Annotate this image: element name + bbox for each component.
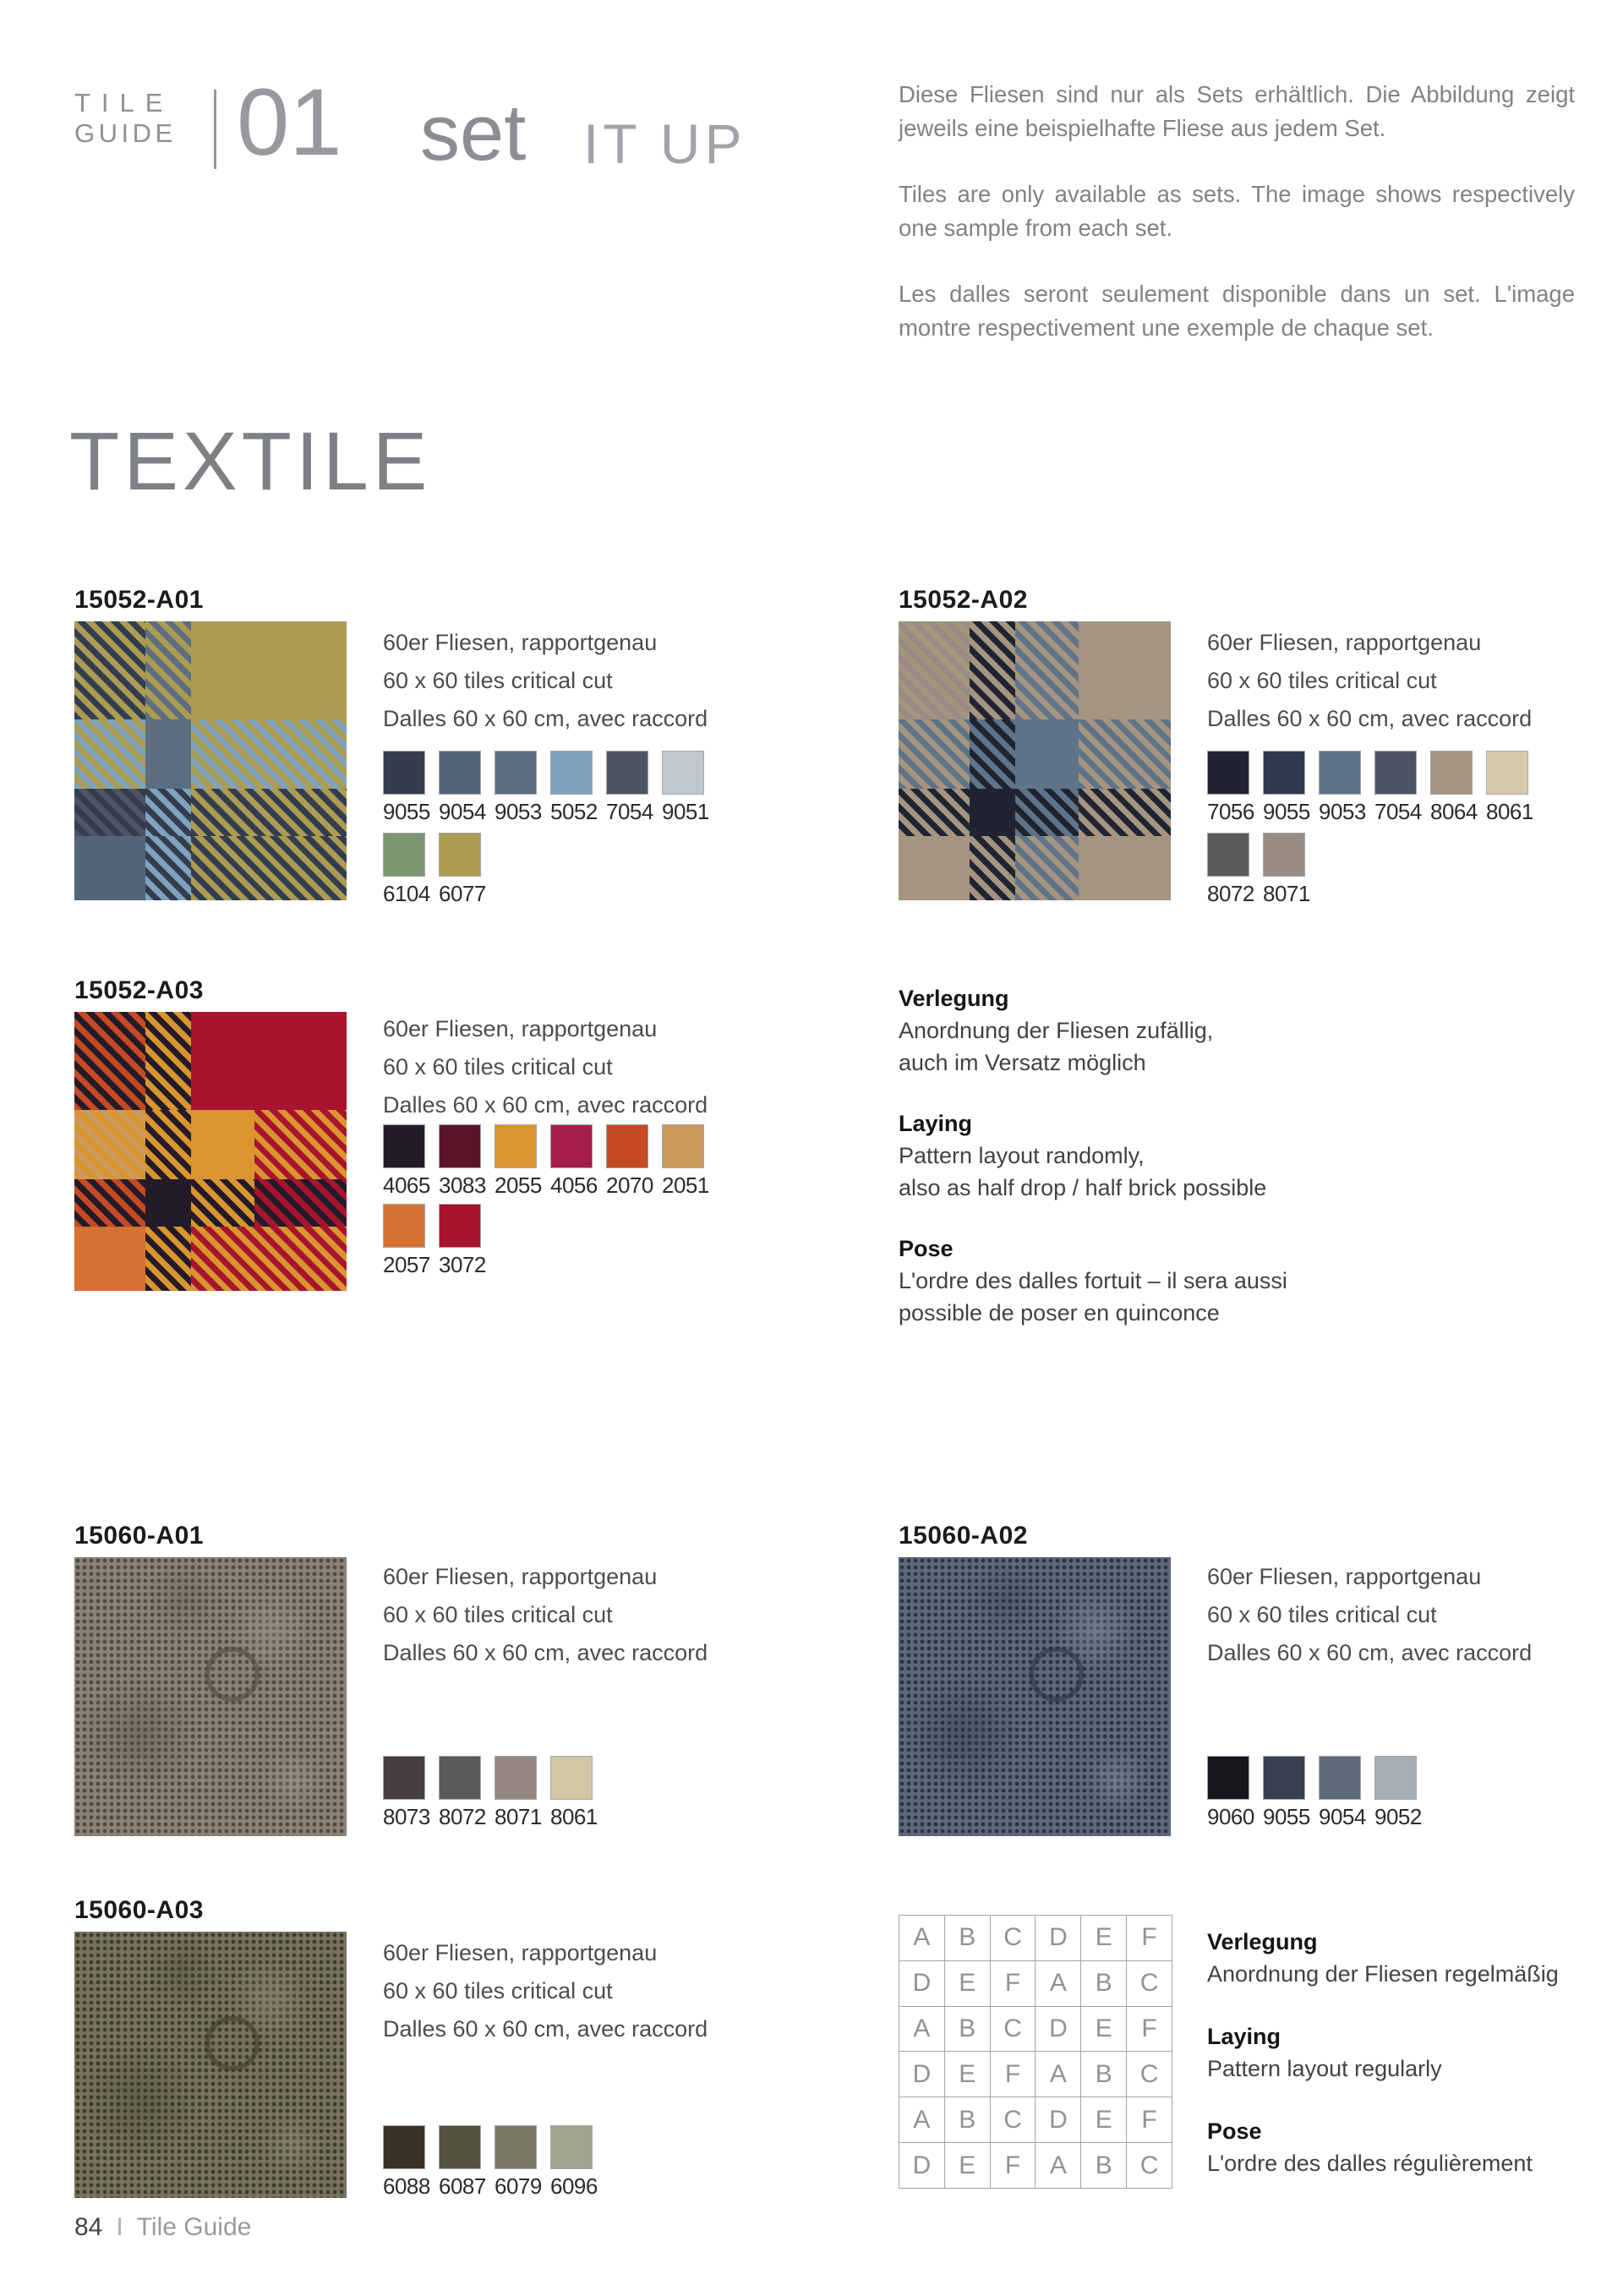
color-code: 7054 <box>1374 799 1422 824</box>
color-swatch-6088 <box>383 2125 430 2200</box>
grid-cell-A: A <box>899 2097 945 2143</box>
chapter-title-strong: set <box>420 88 527 177</box>
color-swatch-7054 <box>606 751 653 825</box>
color-code: 6104 <box>383 881 430 906</box>
brand-line-1: TILE <box>74 88 174 118</box>
color-code: 6079 <box>495 2173 542 2199</box>
color-code: 9055 <box>383 799 430 824</box>
description-line: 60er Fliesen, rapportgenau <box>1207 1564 1482 1589</box>
description-line: 60 x 60 tiles critical cut <box>383 1054 613 1080</box>
color-chip <box>1263 833 1305 877</box>
grid-cell-F: F <box>1127 2097 1172 2143</box>
color-swatch-9055 <box>383 751 430 825</box>
grid-cell-E: E <box>945 2052 991 2097</box>
plaid-cell <box>191 789 347 836</box>
color-swatch-9053 <box>1319 751 1366 825</box>
plaid-cell <box>1079 789 1171 836</box>
color-code: 4065 <box>383 1173 430 1198</box>
product-title: 15052-A02 <box>899 585 1028 614</box>
grid-cell-E: E <box>945 1961 991 2007</box>
color-chip <box>439 833 481 877</box>
grid-cell-A: A <box>1036 1961 1081 2007</box>
plaid-cell <box>145 1227 192 1291</box>
plaid-cell <box>1015 621 1078 719</box>
grid-cell-D: D <box>1036 2097 1081 2143</box>
color-chip <box>550 1756 593 1800</box>
grid-cell-D: D <box>899 2143 945 2189</box>
color-code: 6096 <box>550 2173 598 2199</box>
color-chip <box>550 1124 593 1168</box>
color-code: 9054 <box>1319 1804 1366 1829</box>
color-chip <box>495 2125 537 2169</box>
grid-cell-B: B <box>1081 1961 1127 2007</box>
plaid-cell <box>74 621 145 719</box>
laying-de-title: Verlegung <box>899 986 1009 1011</box>
color-swatch-3072 <box>439 1204 486 1278</box>
color-chip <box>439 1204 481 1248</box>
plaid-cell <box>1079 719 1171 790</box>
plaid-cell <box>145 836 192 900</box>
grid-cell-B: B <box>1081 2052 1127 2097</box>
product-description <box>1207 1558 1532 1672</box>
plaid-cell <box>1015 789 1078 836</box>
description-line: 60er Fliesen, rapportgenau <box>383 1564 658 1589</box>
plaid-cell <box>1015 836 1078 900</box>
product-title: 15060-A03 <box>74 1895 204 1924</box>
grid-cell-C: C <box>1127 2052 1172 2097</box>
color-code: 9060 <box>1207 1804 1254 1829</box>
color-swatch-6079 <box>495 2125 542 2200</box>
plaid-pattern <box>899 621 1171 900</box>
color-swatch-6096 <box>550 2125 598 2200</box>
grid-cell-C: C <box>991 1916 1036 1961</box>
product-description <box>383 1010 708 1124</box>
plaid-cell <box>191 621 347 719</box>
color-code: 9055 <box>1263 799 1310 824</box>
laying-en-title: Laying <box>899 1111 973 1136</box>
plaid-cell <box>899 836 970 900</box>
plaid-cell <box>970 836 1016 900</box>
color-chip <box>662 751 704 795</box>
laying-en-title: Laying <box>1207 2024 1281 2049</box>
plaid-cell <box>970 621 1016 719</box>
plaid-cell <box>899 621 970 719</box>
color-swatch-7054 <box>1374 751 1422 825</box>
color-chip <box>383 833 425 877</box>
color-swatch-8071 <box>1263 833 1310 907</box>
product-tile-image <box>899 1557 1171 1836</box>
color-chip <box>606 751 648 795</box>
plaid-cell <box>145 1179 192 1227</box>
brand-line-2: GUIDE <box>74 118 177 148</box>
plaid-cell <box>145 1110 192 1180</box>
plaid-cell <box>191 1227 347 1291</box>
chapter-number: 01 <box>237 69 342 175</box>
product-description <box>383 1934 708 2048</box>
color-code: 6088 <box>383 2173 430 2199</box>
plaid-cell <box>191 1110 254 1180</box>
color-chip <box>495 1756 537 1800</box>
plaid-cell <box>254 1179 347 1227</box>
color-code: 7056 <box>1207 799 1254 824</box>
swatch-row <box>383 1756 606 1830</box>
footer-label: Tile Guide <box>136 2213 252 2241</box>
intro-paragraph-fr: Les dalles seront seulement disponible dans un set. L'image montre respectivement une exemple de chaque set. <box>899 281 1575 341</box>
page-number: 84 <box>74 2213 103 2241</box>
color-code: 9052 <box>1374 1804 1422 1829</box>
color-code: 3083 <box>439 1173 486 1198</box>
color-chip <box>439 751 481 795</box>
color-swatch-9055 <box>1263 751 1310 825</box>
color-code: 6087 <box>439 2173 486 2199</box>
color-chip <box>1430 751 1473 795</box>
intro-paragraph-en: Tiles are only available as sets. The image shows respectively one sample from each set. <box>899 181 1575 241</box>
color-code: 9055 <box>1263 1804 1310 1829</box>
laying-de-line: Anordnung der Fliesen zufällig, <box>899 1018 1214 1043</box>
color-chip <box>1263 751 1305 795</box>
product-tile-image <box>74 1012 347 1291</box>
category-title: TEXTILE <box>69 415 432 507</box>
color-swatch-2051 <box>662 1124 709 1199</box>
laying-info-random <box>899 982 1609 1329</box>
footer-divider: I <box>116 2213 123 2241</box>
grid-cell-C: C <box>1127 2143 1172 2189</box>
grid-cell-C: C <box>991 2097 1036 2143</box>
color-code: 8064 <box>1430 799 1478 824</box>
color-chip <box>383 751 425 795</box>
description-line: 60 x 60 tiles critical cut <box>383 1602 613 1627</box>
color-chip <box>1319 751 1361 795</box>
grid-cell-E: E <box>1081 2097 1127 2143</box>
product-title: 15060-A02 <box>899 1521 1028 1550</box>
brand-logo <box>74 88 177 149</box>
product-title: 15052-A03 <box>74 976 204 1004</box>
laying-fr-title: Pose <box>899 1236 954 1261</box>
color-swatch-7056 <box>1207 751 1254 825</box>
grid-cell-F: F <box>991 2052 1036 2097</box>
grid-cell-E: E <box>945 2143 991 2189</box>
color-code: 8071 <box>1263 881 1310 906</box>
color-swatch-5052 <box>550 751 598 825</box>
description-line: Dalles 60 x 60 cm, avec raccord <box>383 706 708 731</box>
color-code: 3072 <box>439 1252 486 1277</box>
plaid-cell <box>191 719 347 790</box>
color-code: 2070 <box>606 1173 653 1198</box>
color-chip <box>383 2125 425 2169</box>
color-swatch-8071 <box>495 1756 542 1830</box>
color-chip <box>1207 833 1249 877</box>
plaid-pattern <box>74 621 347 900</box>
color-chip <box>1207 751 1249 795</box>
plaid-cell <box>970 719 1016 790</box>
laying-en-line: Pattern layout regularly <box>1207 2056 1442 2081</box>
color-chip <box>662 1124 704 1168</box>
plaid-cell <box>899 719 970 790</box>
grid-cell-E: E <box>1081 1916 1127 1961</box>
color-swatch-8073 <box>383 1756 430 1830</box>
color-code: 7054 <box>606 799 653 824</box>
description-line: 60er Fliesen, rapportgenau <box>383 630 658 655</box>
description-line: 60 x 60 tiles critical cut <box>1207 1602 1437 1627</box>
color-code: 9054 <box>439 799 486 824</box>
color-swatch-9051 <box>662 751 709 825</box>
product-tile-image <box>74 1557 347 1836</box>
color-swatch-2055 <box>495 1124 542 1199</box>
laying-fr-title: Pose <box>1207 2118 1262 2144</box>
color-code: 2051 <box>662 1173 709 1198</box>
plaid-cell <box>1015 719 1078 790</box>
color-chip <box>439 1124 481 1168</box>
grid-cell-C: C <box>1127 1961 1172 2007</box>
swatch-row <box>383 833 495 907</box>
color-swatch-9060 <box>1207 1756 1254 1830</box>
swatch-row <box>383 1204 495 1278</box>
plaid-cell <box>191 1179 254 1227</box>
color-code: 8072 <box>1207 881 1254 906</box>
description-line: 60er Fliesen, rapportgenau <box>1207 630 1482 655</box>
description-line: Dalles 60 x 60 cm, avec raccord <box>1207 1640 1533 1665</box>
intro-paragraph-de: Diese Fliesen sind nur als Sets erhältlich. Die Abbildung zeigt jeweils eine beispielhafte Fliese aus jedem Set. <box>899 81 1575 141</box>
description-line: 60er Fliesen, rapportgenau <box>383 1940 658 1965</box>
color-swatch-6077 <box>439 833 486 907</box>
laying-en-line: also as half drop / half brick possible <box>899 1175 1267 1200</box>
color-code: 8071 <box>495 1804 542 1829</box>
laying-fr-line: possible de poser en quinconce <box>899 1300 1220 1326</box>
plaid-cell <box>145 621 192 719</box>
grid-cell-A: A <box>899 1916 945 1961</box>
grid-cell-B: B <box>945 2007 991 2053</box>
description-line: 60 x 60 tiles critical cut <box>1207 668 1437 693</box>
swatch-row <box>1207 1756 1430 1830</box>
color-swatch-2057 <box>383 1204 430 1278</box>
color-swatch-2070 <box>606 1124 653 1199</box>
color-chip <box>1486 751 1528 795</box>
header-divider <box>214 90 216 169</box>
plaid-cell <box>1079 836 1171 900</box>
plaid-cell <box>191 836 347 900</box>
product-tile-image <box>74 621 347 900</box>
grid-cell-E: E <box>1081 2007 1127 2053</box>
plaid-cell <box>145 789 192 836</box>
color-code: 9053 <box>495 799 542 824</box>
color-code: 8072 <box>439 1804 486 1829</box>
grid-cell-F: F <box>991 1961 1036 2007</box>
grid-cell-F: F <box>1127 1916 1172 1961</box>
color-chip <box>439 1756 481 1800</box>
color-code: 8073 <box>383 1804 430 1829</box>
color-chip <box>1374 1756 1417 1800</box>
plaid-pattern <box>74 1012 347 1291</box>
color-chip <box>1207 1756 1249 1800</box>
color-swatch-4056 <box>550 1124 598 1199</box>
color-swatch-8061 <box>550 1756 598 1830</box>
color-code: 6077 <box>439 881 486 906</box>
laying-info-regular <box>1207 1926 1604 2179</box>
description-line: 60er Fliesen, rapportgenau <box>383 1016 658 1041</box>
color-chip <box>495 1124 537 1168</box>
swatch-row <box>1207 833 1319 907</box>
product-description <box>1207 624 1532 738</box>
color-swatch-9052 <box>1374 1756 1422 1830</box>
grid-cell-C: C <box>991 2007 1036 2053</box>
laying-en-line: Pattern layout randomly, <box>899 1143 1145 1168</box>
color-code: 9053 <box>1319 799 1366 824</box>
color-code: 5052 <box>550 799 598 824</box>
plaid-cell <box>1079 621 1171 719</box>
color-swatch-6104 <box>383 833 430 907</box>
grid-cell-D: D <box>1036 1916 1081 1961</box>
grid-cell-F: F <box>1127 2007 1172 2053</box>
color-code: 4056 <box>550 1173 598 1198</box>
plaid-cell <box>74 1179 145 1227</box>
color-swatch-3083 <box>439 1124 486 1199</box>
plaid-cell <box>191 1012 347 1110</box>
laying-fr-line: L'ordre des dalles régulièrement <box>1207 2151 1533 2176</box>
grid-cell-A: A <box>1036 2143 1081 2189</box>
product-title: 15052-A01 <box>74 585 204 614</box>
grid-cell-A: A <box>1036 2052 1081 2097</box>
color-swatch-9053 <box>495 751 542 825</box>
color-chip <box>550 751 593 795</box>
color-chip <box>606 1124 648 1168</box>
color-swatch-8072 <box>439 1756 486 1830</box>
swatch-row <box>1207 751 1542 825</box>
laying-fr-line: L'ordre des dalles fortuit – il sera aussi <box>899 1268 1287 1293</box>
plaid-cell <box>145 719 192 790</box>
color-code: 9051 <box>662 799 709 824</box>
laying-de-line: auch im Versatz möglich <box>899 1050 1146 1075</box>
grid-cell-A: A <box>899 2007 945 2053</box>
color-chip <box>439 2125 481 2169</box>
color-chip <box>495 751 537 795</box>
laying-de-title: Verlegung <box>1207 1929 1318 1954</box>
plaid-cell <box>74 1227 145 1291</box>
grid-cell-D: D <box>1036 2007 1081 2053</box>
color-swatch-6087 <box>439 2125 486 2200</box>
grid-cell-F: F <box>991 2143 1036 2189</box>
plaid-cell <box>74 1110 145 1180</box>
plaid-cell <box>899 789 970 836</box>
color-chip <box>1319 1756 1361 1800</box>
plaid-cell <box>74 836 145 900</box>
plaid-cell <box>74 1012 145 1110</box>
description-line: 60 x 60 tiles critical cut <box>383 1978 613 2004</box>
color-chip <box>1263 1756 1305 1800</box>
color-chip <box>383 1204 425 1248</box>
product-title: 15060-A01 <box>74 1521 204 1550</box>
grid-cell-D: D <box>899 1961 945 2007</box>
color-swatch-9054 <box>1319 1756 1366 1830</box>
product-tile-image <box>899 621 1171 900</box>
description-line: Dalles 60 x 60 cm, avec raccord <box>383 1640 708 1665</box>
color-swatch-9054 <box>439 751 486 825</box>
laying-pattern-grid <box>899 1915 1172 2189</box>
product-description <box>383 1558 708 1672</box>
color-code: 8061 <box>550 1804 598 1829</box>
swatch-row <box>383 2125 606 2200</box>
color-chip <box>383 1124 425 1168</box>
color-chip <box>550 2125 593 2169</box>
description-line: Dalles 60 x 60 cm, avec raccord <box>1207 706 1533 731</box>
intro-text <box>899 78 1575 377</box>
color-chip <box>383 1756 425 1800</box>
color-code: 8061 <box>1486 799 1533 824</box>
color-swatch-4065 <box>383 1124 430 1199</box>
color-swatch-8061 <box>1486 751 1533 825</box>
color-code: 2055 <box>495 1173 542 1198</box>
plaid-cell <box>970 789 1016 836</box>
product-tile-image <box>74 1932 347 2198</box>
description-line: Dalles 60 x 60 cm, avec raccord <box>383 1092 708 1118</box>
swatch-row <box>383 751 718 825</box>
color-code: 2057 <box>383 1252 430 1277</box>
swatch-row <box>383 1124 718 1199</box>
description-line: Dalles 60 x 60 cm, avec raccord <box>383 2016 708 2042</box>
grid-cell-B: B <box>1081 2143 1127 2189</box>
grid-cell-B: B <box>945 2097 991 2143</box>
plaid-cell <box>74 719 145 790</box>
plaid-cell <box>145 1012 192 1110</box>
grid-cell-B: B <box>945 1916 991 1961</box>
plaid-cell <box>254 1110 347 1180</box>
page-footer <box>74 2213 251 2242</box>
grid-cell-D: D <box>899 2052 945 2097</box>
color-swatch-9055 <box>1263 1756 1310 1830</box>
product-description <box>383 624 708 738</box>
color-swatch-8072 <box>1207 833 1254 907</box>
laying-de-line: Anordnung der Fliesen regelmäßig <box>1207 1961 1559 1987</box>
description-line: 60 x 60 tiles critical cut <box>383 668 613 693</box>
chapter-title-light: IT UP <box>583 112 746 175</box>
color-swatch-8064 <box>1430 751 1478 825</box>
color-chip <box>1374 751 1417 795</box>
plaid-cell <box>74 789 145 836</box>
